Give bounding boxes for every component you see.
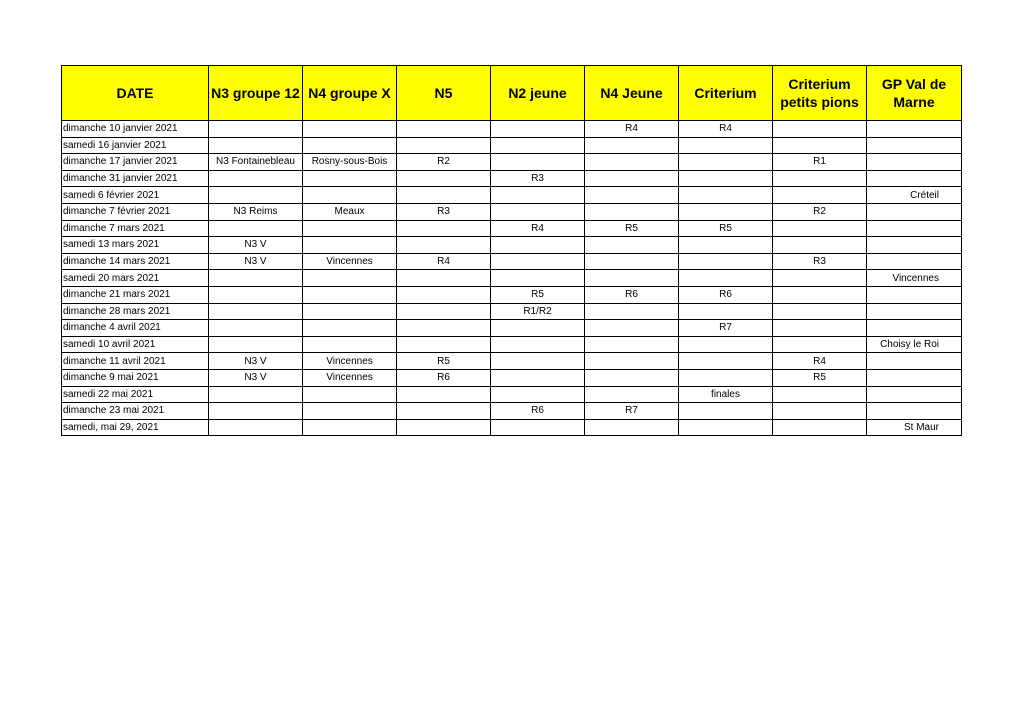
- table-cell-n4-jeune: [585, 369, 679, 386]
- table-cell-gp-val-de-marne: [867, 137, 962, 154]
- table-row: [62, 170, 962, 187]
- column-header-n5: N5: [397, 66, 491, 121]
- table-cell-criterium: [679, 403, 773, 420]
- table-cell-gp-val-de-marne: [867, 286, 962, 303]
- table-cell-n5: [397, 336, 491, 353]
- table-cell-criterium-petits-pions: [773, 121, 867, 138]
- table-cell-n5: [397, 303, 491, 320]
- table-cell-n5: [397, 270, 491, 287]
- table-cell-n4-groupe-x: Meaux: [303, 203, 397, 220]
- table-cell-gp-val-de-marne: [867, 369, 962, 386]
- table-cell-n2-jeune: R3: [491, 170, 585, 187]
- column-header-n4-groupe-x: N4 groupe X: [303, 66, 397, 121]
- table-cell-n2-jeune: [491, 386, 585, 403]
- table-cell-n4-jeune: [585, 154, 679, 171]
- table-cell-n5: [397, 121, 491, 138]
- date-cell: samedi 22 mai 2021: [62, 386, 209, 403]
- table-cell-criterium-petits-pions: [773, 270, 867, 287]
- table-cell-n4-jeune: [585, 353, 679, 370]
- date-cell: dimanche 7 mars 2021: [62, 220, 209, 237]
- date-cell: dimanche 23 mai 2021: [62, 403, 209, 420]
- table-cell-gp-val-de-marne: [867, 237, 962, 254]
- table-cell-criterium-petits-pions: [773, 220, 867, 237]
- table-cell-criterium: R6: [679, 286, 773, 303]
- table-row: [62, 353, 962, 370]
- table-row: [62, 154, 962, 171]
- table-cell-n4-jeune: [585, 170, 679, 187]
- table-cell-n5: [397, 386, 491, 403]
- table-cell-criterium: finales: [679, 386, 773, 403]
- table-cell-criterium: [679, 369, 773, 386]
- column-header-n2-jeune: N2 jeune: [491, 66, 585, 121]
- table-row: [62, 220, 962, 237]
- date-cell: samedi 20 mars 2021: [62, 270, 209, 287]
- date-cell: samedi 10 avril 2021: [62, 336, 209, 353]
- table-cell-criterium: [679, 154, 773, 171]
- column-header-n4-jeune: N4 Jeune: [585, 66, 679, 121]
- table-row: [62, 137, 962, 154]
- column-header-date: DATE: [62, 66, 209, 121]
- table-row: [62, 121, 962, 138]
- table-cell-criterium-petits-pions: [773, 403, 867, 420]
- table-cell-n2-jeune: [491, 253, 585, 270]
- date-cell: samedi 13 mars 2021: [62, 237, 209, 254]
- table-cell-gp-val-de-marne: Vincennes: [867, 270, 962, 287]
- table-row: [62, 369, 962, 386]
- date-cell: dimanche 14 mars 2021: [62, 253, 209, 270]
- date-cell: dimanche 4 avril 2021: [62, 320, 209, 337]
- table-cell-gp-val-de-marne: [867, 403, 962, 420]
- table-cell-n5: R6: [397, 369, 491, 386]
- table-cell-criterium-petits-pions: [773, 303, 867, 320]
- table-cell-gp-val-de-marne: [867, 253, 962, 270]
- table-cell-n3-groupe-12: [209, 220, 303, 237]
- table-cell-criterium-petits-pions: [773, 286, 867, 303]
- table-cell-gp-val-de-marne: Créteil: [867, 187, 962, 204]
- table-cell-n5: [397, 403, 491, 420]
- table-row: [62, 270, 962, 287]
- table-cell-n4-jeune: R4: [585, 121, 679, 138]
- table-cell-n5: [397, 320, 491, 337]
- table-row: [62, 320, 962, 337]
- table-cell-n3-groupe-12: N3 Reims: [209, 203, 303, 220]
- table-cell-criterium-petits-pions: R3: [773, 253, 867, 270]
- table-cell-n5: [397, 286, 491, 303]
- table-cell-n2-jeune: R4: [491, 220, 585, 237]
- table-cell-n2-jeune: [491, 237, 585, 254]
- table-cell-n5: [397, 220, 491, 237]
- table-cell-n4-jeune: R5: [585, 220, 679, 237]
- table-cell-n4-groupe-x: [303, 286, 397, 303]
- table-cell-n4-jeune: R6: [585, 286, 679, 303]
- table-cell-n4-jeune: [585, 419, 679, 436]
- column-header-n3-groupe-12: N3 groupe 12: [209, 66, 303, 121]
- table-cell-n3-groupe-12: [209, 121, 303, 138]
- table-cell-criterium: [679, 137, 773, 154]
- table-cell-gp-val-de-marne: [867, 203, 962, 220]
- header-row: [62, 66, 962, 121]
- table-body: [62, 121, 962, 436]
- table-cell-n4-groupe-x: [303, 187, 397, 204]
- table-row: [62, 253, 962, 270]
- table-cell-criterium: R5: [679, 220, 773, 237]
- table-cell-criterium-petits-pions: [773, 137, 867, 154]
- table-cell-n4-groupe-x: [303, 121, 397, 138]
- table-cell-n4-jeune: [585, 203, 679, 220]
- table-cell-gp-val-de-marne: [867, 320, 962, 337]
- table-cell-criterium-petits-pions: [773, 187, 867, 204]
- table-cell-n2-jeune: [491, 369, 585, 386]
- table-row: [62, 386, 962, 403]
- table-cell-criterium-petits-pions: [773, 237, 867, 254]
- table-row: [62, 336, 962, 353]
- table-cell-n5: [397, 170, 491, 187]
- column-header-gp-val-de-marne: GP Val de Marne: [867, 66, 962, 121]
- table-cell-n3-groupe-12: [209, 170, 303, 187]
- column-header-criterium: Criterium: [679, 66, 773, 121]
- date-cell: dimanche 11 avril 2021: [62, 353, 209, 370]
- table-cell-gp-val-de-marne: Choisy le Roi: [867, 336, 962, 353]
- table-cell-gp-val-de-marne: St Maur: [867, 419, 962, 436]
- table-cell-criterium: [679, 170, 773, 187]
- table-cell-criterium: [679, 270, 773, 287]
- table-cell-n3-groupe-12: [209, 386, 303, 403]
- table-cell-criterium: [679, 353, 773, 370]
- column-header-criterium-petits-pions: Criterium petits pions: [773, 66, 867, 121]
- table-cell-n4-groupe-x: Rosny-sous-Bois: [303, 154, 397, 171]
- table-cell-gp-val-de-marne: [867, 154, 962, 171]
- table-cell-criterium-petits-pions: R5: [773, 369, 867, 386]
- table-row: [62, 303, 962, 320]
- table-cell-gp-val-de-marne: [867, 121, 962, 138]
- table-cell-gp-val-de-marne: [867, 353, 962, 370]
- table-cell-n2-jeune: [491, 353, 585, 370]
- table-cell-gp-val-de-marne: [867, 303, 962, 320]
- table-cell-n5: R2: [397, 154, 491, 171]
- table-cell-criterium-petits-pions: R1: [773, 154, 867, 171]
- table-cell-n4-groupe-x: [303, 336, 397, 353]
- table-cell-criterium: [679, 303, 773, 320]
- date-cell: dimanche 7 février 2021: [62, 203, 209, 220]
- date-cell: dimanche 21 mars 2021: [62, 286, 209, 303]
- table-cell-n2-jeune: [491, 121, 585, 138]
- table-cell-criterium: [679, 253, 773, 270]
- table-cell-n4-jeune: [585, 253, 679, 270]
- table-cell-n2-jeune: R6: [491, 403, 585, 420]
- table-cell-criterium-petits-pions: [773, 336, 867, 353]
- date-cell: samedi 6 février 2021: [62, 187, 209, 204]
- table-cell-n4-jeune: [585, 137, 679, 154]
- table-cell-n5: [397, 187, 491, 204]
- table-cell-n4-groupe-x: [303, 320, 397, 337]
- table-cell-n4-groupe-x: [303, 270, 397, 287]
- table-cell-n4-groupe-x: Vincennes: [303, 253, 397, 270]
- date-cell: samedi 16 janvier 2021: [62, 137, 209, 154]
- table-cell-criterium-petits-pions: [773, 419, 867, 436]
- table-cell-n5: R5: [397, 353, 491, 370]
- table-cell-n3-groupe-12: N3 V: [209, 369, 303, 386]
- date-cell: dimanche 9 mai 2021: [62, 369, 209, 386]
- table-cell-criterium-petits-pions: R4: [773, 353, 867, 370]
- date-cell: dimanche 31 janvier 2021: [62, 170, 209, 187]
- table-cell-n4-groupe-x: [303, 137, 397, 154]
- table-cell-criterium-petits-pions: [773, 170, 867, 187]
- table-cell-n4-jeune: [585, 303, 679, 320]
- table-cell-n4-groupe-x: [303, 419, 397, 436]
- table-cell-n2-jeune: [491, 154, 585, 171]
- table-cell-n4-groupe-x: Vincennes: [303, 353, 397, 370]
- table-cell-criterium: R7: [679, 320, 773, 337]
- table-cell-n2-jeune: [491, 270, 585, 287]
- table-cell-n3-groupe-12: [209, 187, 303, 204]
- table-cell-n4-groupe-x: [303, 237, 397, 254]
- table-cell-n3-groupe-12: [209, 286, 303, 303]
- table-cell-n2-jeune: R5: [491, 286, 585, 303]
- table-cell-n4-jeune: [585, 386, 679, 403]
- table-cell-n2-jeune: [491, 203, 585, 220]
- table-row: [62, 237, 962, 254]
- table-cell-n4-jeune: [585, 187, 679, 204]
- table-cell-n3-groupe-12: N3 Fontainebleau: [209, 154, 303, 171]
- table-cell-n4-jeune: [585, 270, 679, 287]
- table-cell-n5: [397, 237, 491, 254]
- table-cell-n3-groupe-12: N3 V: [209, 237, 303, 254]
- table-cell-n3-groupe-12: [209, 137, 303, 154]
- table-cell-n4-groupe-x: [303, 386, 397, 403]
- table-cell-n3-groupe-12: [209, 419, 303, 436]
- table-row: [62, 419, 962, 436]
- table-cell-criterium: [679, 187, 773, 204]
- table-cell-n2-jeune: [491, 419, 585, 436]
- table-cell-n5: R3: [397, 203, 491, 220]
- table-cell-n5: [397, 419, 491, 436]
- table-cell-n4-groupe-x: [303, 220, 397, 237]
- table-cell-n2-jeune: [491, 187, 585, 204]
- table-cell-n3-groupe-12: [209, 303, 303, 320]
- table-cell-criterium: [679, 419, 773, 436]
- table-cell-n4-groupe-x: Vincennes: [303, 369, 397, 386]
- table-cell-criterium: [679, 237, 773, 254]
- table-cell-n3-groupe-12: N3 V: [209, 253, 303, 270]
- table-cell-n3-groupe-12: [209, 336, 303, 353]
- table-cell-n2-jeune: [491, 320, 585, 337]
- table-row: [62, 203, 962, 220]
- table-cell-gp-val-de-marne: [867, 170, 962, 187]
- table-cell-gp-val-de-marne: [867, 386, 962, 403]
- table-cell-n4-jeune: R7: [585, 403, 679, 420]
- table-row: [62, 286, 962, 303]
- table-cell-criterium: R4: [679, 121, 773, 138]
- table-row: [62, 187, 962, 204]
- date-cell: dimanche 17 janvier 2021: [62, 154, 209, 171]
- table-cell-criterium-petits-pions: [773, 386, 867, 403]
- table-cell-gp-val-de-marne: [867, 220, 962, 237]
- table-cell-criterium: [679, 203, 773, 220]
- table-cell-n2-jeune: [491, 336, 585, 353]
- date-cell: dimanche 10 janvier 2021: [62, 121, 209, 138]
- date-cell: dimanche 28 mars 2021: [62, 303, 209, 320]
- table-cell-n4-groupe-x: [303, 170, 397, 187]
- table-cell-n4-groupe-x: [303, 303, 397, 320]
- table-cell-n2-jeune: R1/R2: [491, 303, 585, 320]
- schedule-table: [61, 65, 962, 436]
- table-cell-n4-jeune: [585, 320, 679, 337]
- table-row: [62, 403, 962, 420]
- table-cell-n2-jeune: [491, 137, 585, 154]
- table-cell-n4-groupe-x: [303, 403, 397, 420]
- table-cell-n5: [397, 137, 491, 154]
- table-cell-n3-groupe-12: [209, 403, 303, 420]
- date-cell: samedi, mai 29, 2021: [62, 419, 209, 436]
- table-cell-n3-groupe-12: [209, 270, 303, 287]
- table-cell-criterium-petits-pions: [773, 320, 867, 337]
- table-cell-n3-groupe-12: [209, 320, 303, 337]
- table-cell-criterium-petits-pions: R2: [773, 203, 867, 220]
- table-cell-n5: R4: [397, 253, 491, 270]
- table-cell-n4-jeune: [585, 336, 679, 353]
- table-cell-n4-jeune: [585, 237, 679, 254]
- table-cell-n3-groupe-12: N3 V: [209, 353, 303, 370]
- table-cell-criterium: [679, 336, 773, 353]
